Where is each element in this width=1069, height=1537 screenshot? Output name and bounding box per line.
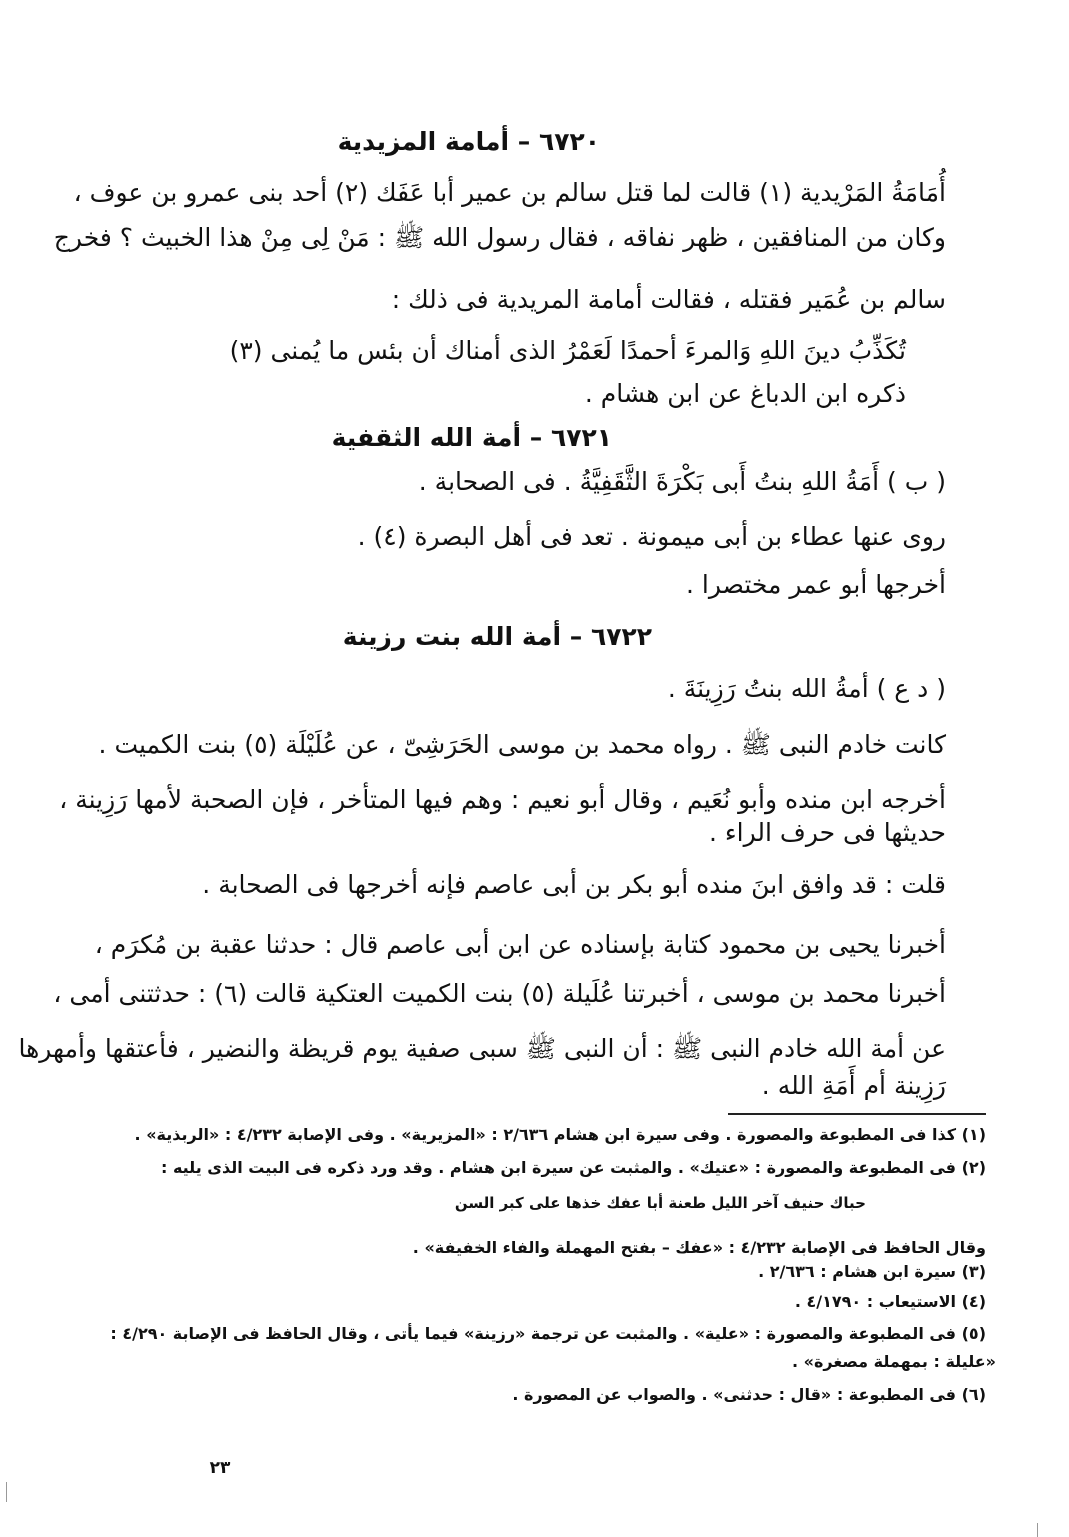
body-line: كانت خادم النبى ﷺ . رواه محمد بن موسى الحَرَشِىّ ، عن عُلَيْلَة (٥) بنت الكميت . bbox=[98, 730, 946, 759]
entry-heading: ٦٧٢٠ – أمامة المزيدية bbox=[337, 127, 600, 156]
entry-heading: ٦٧٢٢ – أمة الله بنت رزينة bbox=[342, 622, 652, 651]
body-line: أخرجه ابن منده وأبو نُعَيم ، وقال أبو نعيم : وهم فيها المتأخر ، فإن الصحبة لأمها رَزِينة ، bbox=[59, 785, 946, 814]
scan-mark bbox=[1037, 1523, 1038, 1537]
body-line: أخبرنا محمد بن موسى ، أخبرتنا عُلَيلة (٥) بنت الكميت العتكية قالت (٦) : حدثتنى أمى ، bbox=[53, 979, 946, 1008]
scan-mark bbox=[6, 1482, 7, 1502]
body-line: وكان من المنافقين ، ظهر نفاقه ، فقال رسول الله ﷺ : مَنْ لِى مِنْ هذا الخبيث ؟ فخرج bbox=[53, 223, 946, 252]
body-line: روى عنها عطاء بن أبى ميمونة . تعد فى أهل البصرة (٤) . bbox=[357, 522, 946, 551]
body-line: حديثها فى حرف الراء . bbox=[709, 818, 946, 847]
footnote: (٤) الاستيعاب : ٤/١٧٩٠ . bbox=[794, 1292, 986, 1311]
body-line: ذكره ابن الدباغ عن ابن هشام . bbox=[584, 379, 906, 408]
footnote: (٥) فى المطبوعة والمصورة : «علية» . والمثبت عن ترجمة «رزينة» فيما يأتى ، وقال الحافظ فى الإصابة ٤/٢٩٠ : bbox=[110, 1324, 986, 1343]
footnote: «عليلة : بمهملة مصغرة» . bbox=[791, 1352, 996, 1371]
footnote-verse: حباك حنيف آخر الليل طعنة أبا عفك خذها على كبر السن bbox=[454, 1194, 866, 1212]
page-number: ٢٣ bbox=[209, 1458, 231, 1478]
body-line: سالم بن عُمَير فقتله ، فقالت أمامة المريدية فى ذلك : bbox=[391, 285, 946, 314]
verse-line: تُكَذِّبُ دينَ اللهِ وَالمرءَ أحمدًا لَعَمْرُ الذى أمناك أن بئس ما يُمنى (٣) bbox=[229, 336, 906, 365]
body-line: أُمَامَةُ المَرْيدية (١) قالت لما قتل سالم بن عمير أبا عَفَك (٢) أحد بنى عمرو بن عوف ، bbox=[73, 178, 946, 207]
footnote: (١) كذا فى المطبوعة والمصورة . وفى سيرة ابن هشام ٢/٦٣٦ : «المزيرية» . وفى الإصابة ٤/٢٣٢ : «الربذية» . bbox=[134, 1125, 986, 1144]
body-line: أخرجها أبو عمر مختصرا . bbox=[686, 570, 946, 599]
footnote: وقال الحافظ فى الإصابة ٤/٢٣٢ : «عفك – بفتح المهملة والفاء الخفيفة» . bbox=[412, 1238, 986, 1257]
body-line: قلت : قد وافق ابنَ منده أبو بكر بن أبى عاصم فإنه أخرجها فى الصحابة . bbox=[202, 870, 946, 899]
footnote: (٣) سيرة ابن هشام : ٢/٦٣٦ . bbox=[758, 1262, 986, 1281]
body-line: ( ب ) أَمَةُ اللهِ بنتُ أَبى بَكْرَةَ الثَّقَفِيَّةُ . فى الصحابة . bbox=[418, 467, 946, 496]
body-line: عن أمة الله خادم النبى ﷺ : أن النبى ﷺ سبى صفية يوم قريظة والنضير ، فأعتقها وأمهرها bbox=[18, 1034, 946, 1063]
body-line: أخبرنا يحيى بن محمود كتابة بإسناده عن ابن أبى عاصم قال : حدثنا عقبة بن مُكرَم ، bbox=[94, 930, 946, 959]
footnote: (٦) فى المطبوعة : «قال : حدثنى» . والصواب عن المصورة . bbox=[512, 1385, 986, 1404]
footnote-rule bbox=[728, 1113, 986, 1115]
footnote: (٢) فى المطبوعة والمصورة : «عتيك» . والمثبت عن سيرة ابن هشام . وقد ورد ذكره فى البيت الذى يليه : bbox=[160, 1158, 986, 1177]
entry-heading: ٦٧٢١ – أمة الله الثقفية bbox=[331, 423, 612, 452]
body-line: رَزِينة أم أَمَةِ الله . bbox=[761, 1071, 946, 1100]
body-line: ( د ع ) أمةُ الله بنتُ رَزِينَةَ . bbox=[667, 674, 946, 703]
